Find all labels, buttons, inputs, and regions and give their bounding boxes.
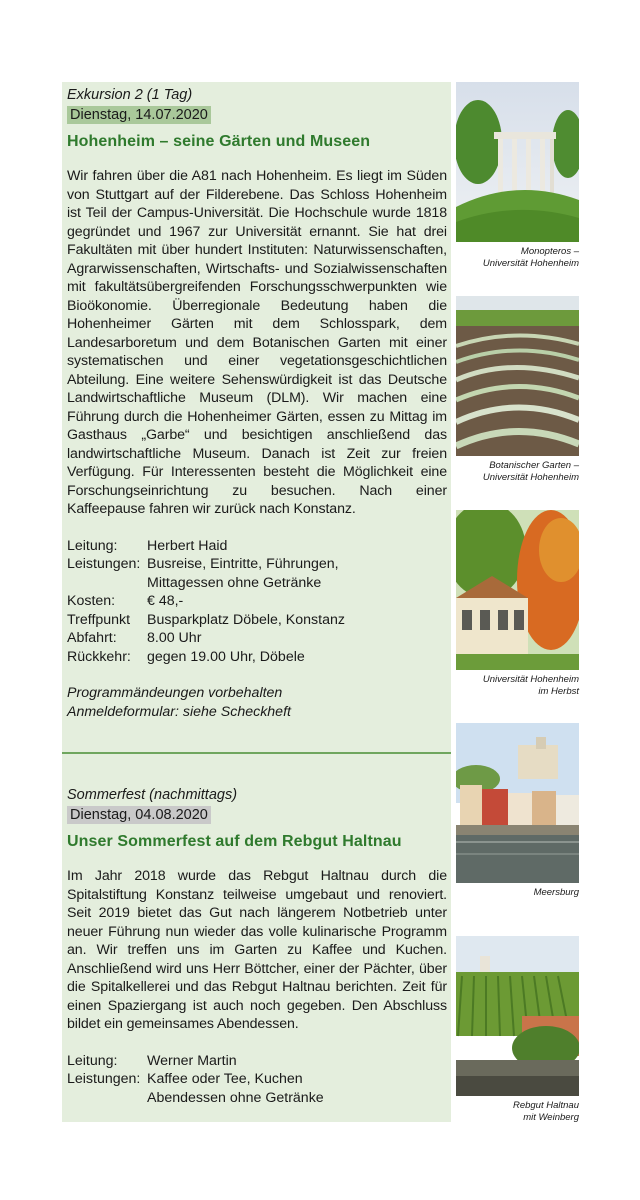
meersburg-image	[456, 723, 579, 883]
info-label: Leitung:	[67, 537, 118, 554]
sommerfest-info	[67, 1052, 451, 1108]
registration-note: Anmeldeformular: siehe Scheckheft	[67, 703, 291, 720]
university-autumn-caption	[452, 674, 579, 698]
excursion-notes	[67, 684, 451, 721]
monopteros-image	[456, 82, 579, 242]
university-autumn-image	[456, 510, 579, 670]
monopteros-caption	[452, 246, 579, 270]
info-label: Rückkehr:	[67, 648, 131, 665]
info-label: Leitung:	[67, 1052, 118, 1069]
program-change-note: Programmändeungen vorbehalten	[67, 685, 283, 701]
meersburg-photo	[456, 723, 579, 883]
info-value: gegen 19.00 Uhr, Döbele	[147, 648, 305, 665]
caption-line: Universität Hohenheim	[482, 258, 579, 269]
excursion-kicker: Exkursion 2 (1 Tag)	[67, 87, 193, 103]
sommerfest-kicker: Sommerfest (nachmittags)	[67, 787, 238, 803]
info-row	[67, 574, 451, 593]
botanical-garden-image	[456, 296, 579, 456]
excursion-body: Wir fahren über die A81 nach Hohenheim. Es liegt im Süden von Stuttgart auf der Filderebene. Das Schloss Hohenheim ist Teil der Campus-Universität. Die Hochschule wurde 1818 gegründet und 1967 zur Universität ernannt. Sie hat drei Fakultäten mit über hundert Instituten: Naturwissenschaften, Agrarwissenschaften, Wirtschafts- und Sozialwissenschaften mit fakultätsübergreifenden Forschungsschwerpunkten wie Bioökonomie. Überregionale Bedeutung haben die Hohenheimer Gärten mit dem Schlosspark, dem Landesarboretum und dem Botanischen Garten mit einer systematischen und einer vegetationsgeschichtlichen Abteilung. Eine weitere Sehenswürdigkeit ist das Deutsche Landwirtschaftliche Museum (DLM). Wir machen eine Führung durch die Hohenheimer Gärten, essen zu Mittag im Gasthaus „Garbe“ und besichtigen anschließend das landwirtschaftliche Museum. Danach ist Zeit zur freien Verfügung. Für Interessenten besteht die Möglichkeit eine Forschungseinrichtung zu besuchen. Nach einer Kaffeepause fahren wir zurück nach Konstanz.	[67, 168, 447, 517]
caption-line: Meersburg	[533, 887, 579, 898]
info-label	[67, 574, 147, 593]
info-row	[67, 629, 451, 648]
info-row	[67, 1089, 451, 1108]
info-value: Werner Martin	[147, 1052, 237, 1069]
info-label: Leistungen:	[67, 1071, 141, 1087]
caption-line: im Herbst	[538, 686, 579, 697]
info-row	[67, 648, 451, 667]
info-label: Kosten:	[67, 593, 116, 609]
info-row	[67, 555, 451, 574]
caption-line: Universität Hohenheim	[482, 472, 579, 483]
info-row	[67, 537, 451, 556]
info-label: Treffpunkt	[67, 611, 131, 628]
info-value: Herbert Haid	[147, 537, 228, 554]
rebgut-haltnau-photo	[456, 936, 579, 1096]
rebgut-haltnau-image	[456, 936, 579, 1096]
rebgut-haltnau-caption	[452, 1100, 579, 1124]
excursion-title: Hohenheim – seine Gärten und Museen	[67, 133, 371, 150]
caption-line: Rebgut Haltnau	[512, 1100, 579, 1111]
info-value: 8.00 Uhr	[147, 630, 202, 646]
botanical-garden-caption	[452, 460, 579, 484]
info-value: Busparkplatz Döbele, Konstanz	[147, 611, 345, 628]
info-row	[67, 611, 451, 630]
info-value: € 48,-	[147, 593, 184, 609]
excursion-panel	[62, 82, 451, 752]
info-value: Mittagessen ohne Getränke	[147, 574, 322, 591]
sommerfest-date: Dienstag, 04.08.2020	[67, 806, 211, 824]
info-value: Abendessen ohne Getränke	[147, 1089, 324, 1106]
info-label: Leistungen:	[67, 556, 141, 572]
caption-line: Universität Hohenheim	[482, 674, 579, 685]
info-value: Busreise, Eintritte, Führungen,	[147, 556, 339, 572]
info-row	[67, 592, 451, 611]
info-row	[67, 1052, 451, 1071]
info-label	[67, 1089, 147, 1108]
sommerfest-title: Unser Sommerfest auf dem Rebgut Haltnau	[67, 833, 402, 850]
info-value: Kaffee oder Tee, Kuchen	[147, 1071, 303, 1087]
excursion-date: Dienstag, 14.07.2020	[67, 106, 211, 124]
sommerfest-body: Im Jahr 2018 wurde das Rebgut Haltnau durch die Spitalstiftung Konstanz teilweise umgebaut und renoviert. Seit 2019 bietet das Gut nach längerem Notbetrieb unter neuer Führung nun wieder das volle kulinarische Programm an. Wir treffen uns im Garten zu Kaffee und Kuchen. Anschließend wird uns Herr Böttcher, einer der Pächter, über die Spitalkellerei und das Rebgut Haltnau berichten. Zeit für einen Spaziergang ist auch noch gegeben. Den Abschluss bildet ein gemeinsames Abendessen.	[67, 868, 447, 1032]
caption-line: mit Weinberg	[523, 1112, 579, 1123]
caption-line: Botanischer Garten –	[489, 460, 579, 471]
meersburg-caption	[452, 887, 579, 899]
university-autumn-photo	[456, 510, 579, 670]
info-label: Abfahrt:	[67, 630, 117, 646]
info-row	[67, 1070, 451, 1089]
caption-line: Monopteros –	[520, 246, 579, 257]
botanical-garden-photo	[456, 296, 579, 456]
excursion-info	[67, 537, 451, 667]
sommerfest-panel	[62, 754, 451, 1122]
monopteros-photo	[456, 82, 579, 242]
